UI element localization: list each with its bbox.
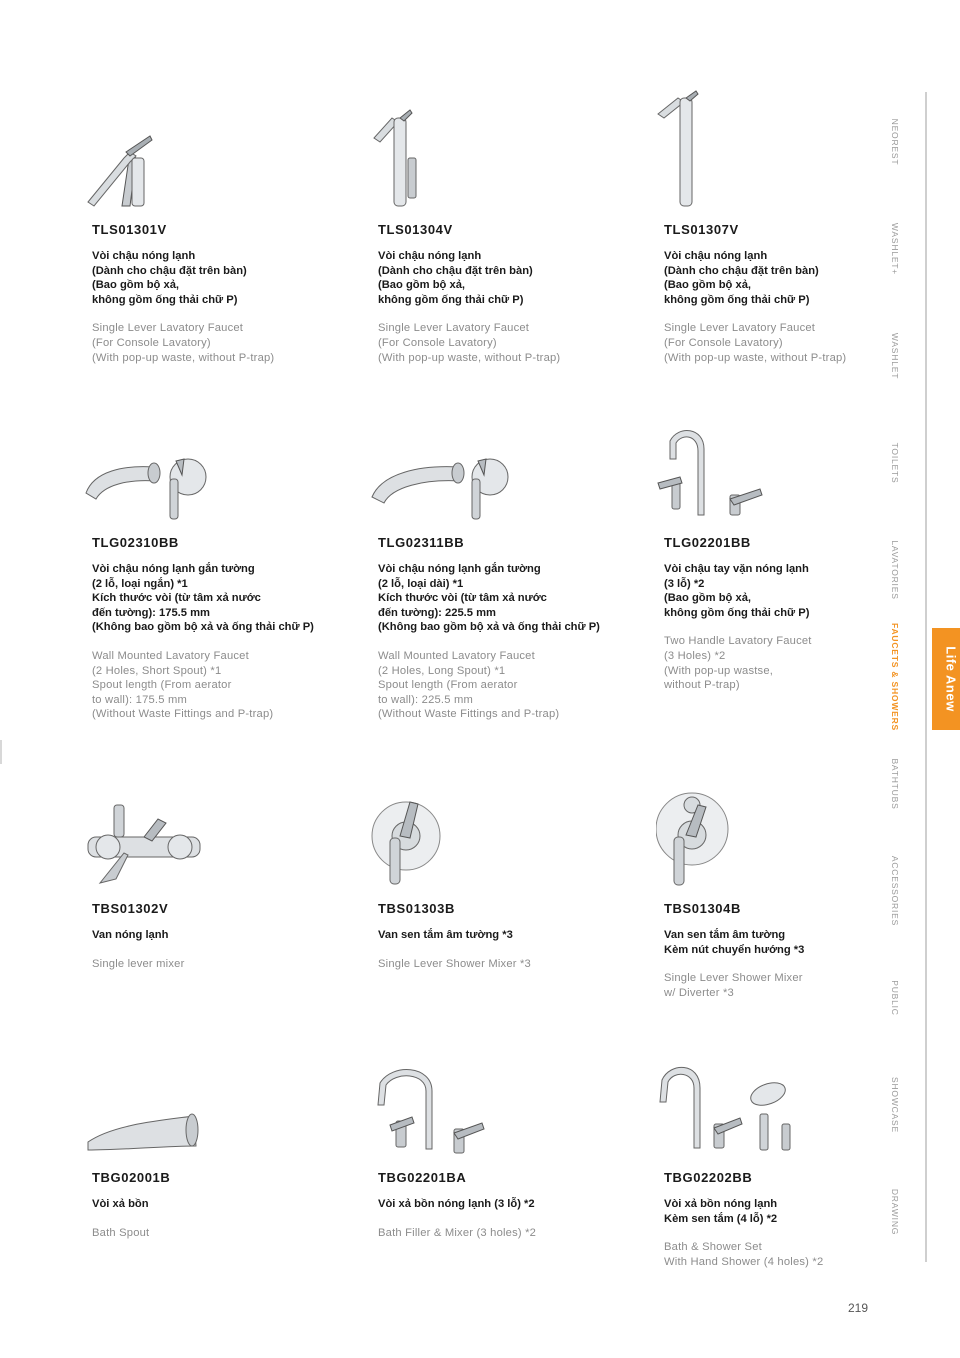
product-name-vi: Vòi chậu nóng lạnh gắn tường (2 lỗ, loại dài) *1 Kích thước vòi (từ tâm xả nước đến tường): 225.5 mm (Không bao gồm bộ xả và ống thải chữ P) [378,563,600,634]
product-code: TLS01307V [664,222,739,237]
sidenav-item-drawing[interactable]: DRAWING [890,1188,900,1236]
sidenav-item-washlet-plus[interactable]: WASHLET+ [890,222,900,276]
product-code: TLG02310BB [92,535,179,550]
product-name-en: Single lever mixer [92,957,185,970]
tab-label: Life Anew [943,646,959,712]
product-code: TBG02201BA [378,1170,467,1185]
wall-faucet-short-icon [84,401,324,521]
active-section-tab [932,628,960,730]
lavatory-faucet-short-icon [84,88,324,208]
section-sidenav [885,92,960,1272]
two-handle-faucet-icon [656,401,896,521]
product-card [378,401,648,722]
product-code: TBS01304B [664,901,741,916]
product-card [378,1036,648,1240]
product-name-vi: Van sen tắm âm tường *3 [378,929,513,941]
sidenav-item-accessories[interactable]: ACCESSORIES [890,855,900,927]
margin-mark [0,740,2,764]
sidenav-item-washlet[interactable]: WASHLET [890,332,900,380]
product-name-en: Single Lever Lavatory Faucet (For Console Lavatory) (With pop-up waste, without P-trap) [664,322,847,364]
sidenav-item-neorest[interactable]: NEOREST [890,118,900,166]
product-code: TBG02001B [92,1170,171,1185]
sidenav-item-public[interactable]: PUBLIC [890,980,900,1016]
product-code: TBS01302V [92,901,169,916]
lavatory-faucet-tall-icon [370,88,610,208]
product-code: TLS01301V [92,222,167,237]
product-name-en: Bath & Shower Set With Hand Shower (4 holes) *2 [664,1241,824,1268]
product-name-vi: Vòi chậu nóng lạnh (Dành cho chậu đặt trên bàn) (Bao gồm bộ xả, không gồm ống thải chữ P) [664,250,819,306]
product-name-en: Single Lever Lavatory Faucet (For Console Lavatory) (With pop-up waste, without P-trap) [378,322,561,364]
sidenav-item-bathtubs[interactable]: BATHTUBS [890,758,900,810]
concealed-shower-mixer-icon [370,767,610,887]
product-name-vi: Vòi xả bồn nóng lạnh (3 lỗ) *2 [378,1198,535,1210]
product-name-en: Bath Filler & Mixer (3 holes) *2 [378,1226,537,1239]
product-name-vi: Vòi chậu nóng lạnh gắn tường (2 lỗ, loại ngắn) *1 Kích thước vòi (từ tâm xả nước đến tường): 175.5 mm (Không bao gồm bộ xả và ống thải chữ P) [92,563,314,634]
wall-faucet-long-icon [370,401,610,521]
product-name-en: Single Lever Shower Mixer w/ Diverter *3 [664,972,803,999]
bath-shower-set-icon [656,1036,896,1156]
product-code: TLG02311BB [378,535,465,550]
product-name-vi: Vòi xả bồn nóng lạnh Kèm sen tắm (4 lỗ) *2 [664,1198,778,1225]
product-name-en: Single Lever Lavatory Faucet (For Console Lavatory) (With pop-up waste, without P-trap) [92,322,275,364]
product-code: TLS01304V [378,222,453,237]
product-name-en: Bath Spout [92,1226,150,1239]
bath-filler-3-holes-icon [370,1036,610,1156]
product-name-vi: Van sen tắm âm tường Kèm nút chuyển hướng *3 [664,929,805,956]
sidenav-item-lavatories[interactable]: LAVATORIES [890,540,900,600]
page-number: 219 [847,1301,868,1315]
product-name-en: Wall Mounted Lavatory Faucet (2 Holes, Long Spout) *1 Spout length (From aerator to wall): 225.5 mm (Without Waste Fittings and P-trap) [378,649,560,721]
sidenav-item-faucets-showers[interactable]: FAUCETS & SHOWERS [890,622,900,732]
product-card [378,88,648,365]
sidenav-item-showcase[interactable]: SHOWCASE [890,1077,900,1133]
product-name-vi: Vòi chậu nóng lạnh (Dành cho chậu đặt trên bàn) (Bao gồm bộ xả, không gồm ống thải chữ P) [378,250,533,306]
product-name-en: Single Lever Shower Mixer *3 [378,957,531,970]
product-name-vi: Vòi xả bồn [92,1198,149,1210]
product-card [92,767,362,971]
product-name-vi: Vòi chậu tay vặn nóng lạnh (3 lỗ) *2 (Bao gồm bộ xả, không gồm ống thải chữ P) [664,563,810,619]
product-name-vi: Van nóng lạnh [92,929,169,941]
product-card [92,401,362,722]
product-code: TBS01303B [378,901,455,916]
bath-mixer-icon [84,767,324,887]
product-card [92,1036,362,1240]
bath-spout-icon [84,1036,324,1156]
product-code: TBG02202BB [664,1170,753,1185]
product-card [92,88,362,365]
product-name-en: Two Handle Lavatory Faucet (3 Holes) *2 (With pop-up wastse, without P-trap) [664,635,812,692]
sidenav-rule [925,92,927,1262]
concealed-mixer-diverter-icon [656,767,896,887]
product-card [378,767,648,971]
product-name-en: Wall Mounted Lavatory Faucet (2 Holes, Short Spout) *1 Spout length (From aerator to wall): 175.5 mm (Without Waste Fittings and P-trap) [92,649,274,721]
product-name-vi: Vòi chậu nóng lạnh (Dành cho chậu đặt trên bàn) (Bao gồm bộ xả, không gồm ống thải chữ P) [92,250,247,306]
sidenav-item-toilets[interactable]: TOILETS [890,442,900,484]
product-code: TLG02201BB [664,535,751,550]
lavatory-faucet-extra-tall-icon [656,88,896,208]
